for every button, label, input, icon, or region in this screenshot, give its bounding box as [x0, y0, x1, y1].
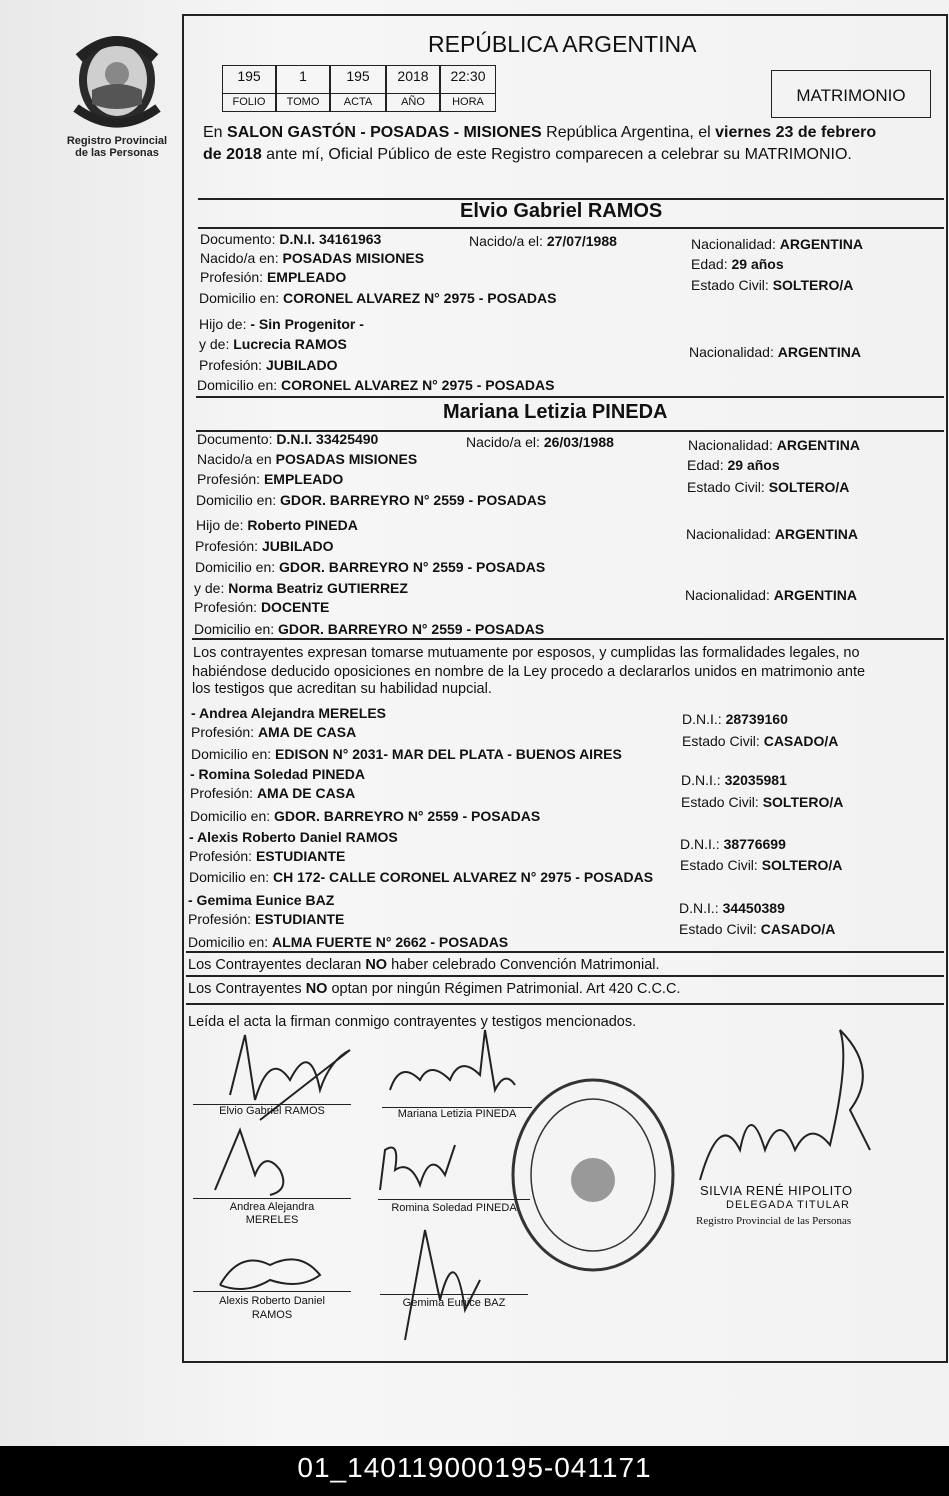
label: Profesión: [189, 848, 256, 864]
registry-label-line2: de las Personas [75, 147, 159, 159]
spouse1-mother-domicile [197, 377, 555, 393]
label: Edad: [687, 457, 728, 473]
spouse2-dni: D.N.I. 33425490 [276, 431, 379, 447]
witness-profession [189, 848, 345, 864]
label: Nacionalidad: [689, 344, 778, 360]
spouse2-father-domicile [195, 559, 545, 575]
witness-prof-value: AMA DE CASA [256, 785, 356, 801]
spouse2-domicile [196, 492, 546, 508]
label: Domicilio en: [194, 621, 279, 637]
label: Hijo de: [199, 316, 251, 332]
anio-box [386, 65, 440, 112]
signature-label-andrea-2: MERELES [245, 1214, 299, 1226]
signature-label-mariana: Mariana Letizia PINEDA [397, 1108, 517, 1120]
spouse1-dom-value: CORONEL ALVAREZ N° 2975 - POSADAS [283, 290, 557, 306]
folio-box [222, 65, 276, 112]
convention-line-1 [188, 957, 660, 973]
tomo-value: 1 [299, 68, 307, 84]
label: Documento: [197, 431, 277, 447]
spouse2-age-value: 29 años [727, 457, 780, 473]
witness-dom-value: CH 172- CALLE CORONEL ALVAREZ N° 2975 - POSADAS [273, 869, 654, 885]
spouse2-father-prof-value: JUBILADO [261, 538, 334, 554]
label: Estado Civil: [687, 479, 769, 495]
spouse1-father [199, 316, 364, 332]
spouse1-prof-value: EMPLEADO [266, 269, 347, 285]
anio-label: AÑO [401, 96, 425, 108]
label: Profesión: [194, 599, 261, 615]
hora-box [440, 65, 496, 112]
spouse1-birthplace-value: POSADAS MISIONES [282, 250, 425, 266]
spouse1-nationality [691, 236, 863, 252]
spouse2-father [196, 517, 358, 533]
witness-dni [680, 836, 786, 852]
label: Estado Civil: [681, 794, 763, 810]
label: D.N.I.: [680, 836, 724, 852]
official-title: DELEGADA TITULAR [726, 1199, 850, 1211]
label: Domicilio en: [189, 869, 274, 885]
label: Profesión: [199, 357, 266, 373]
spouse2-profession [197, 471, 343, 487]
misiones-coat-of-arms-icon [62, 28, 172, 130]
spouse2-father-dom-value: GDOR. BARREYRO N° 2559 - POSADAS [279, 559, 546, 575]
signature-line-gemima [380, 1294, 528, 1295]
signature-line-andrea [193, 1198, 351, 1199]
spouse1-civil [691, 277, 853, 293]
witness-name: - Romina Soledad PINEDA [190, 766, 366, 782]
divider-spouse1-header [198, 227, 944, 229]
spouse1-mother-value: Lucrecia RAMOS [233, 336, 347, 352]
tomo-box [276, 65, 330, 112]
spouse1-domicile [199, 290, 557, 306]
spouse1-nat: ARGENTINA [779, 236, 863, 252]
intro-text-c: ante mí, Oficial Público de este Registro comparecen a celebrar su MATRIMONIO. [261, 146, 852, 163]
spouse2-mother-profession [194, 599, 329, 615]
witness-name: - Gemima Eunice BAZ [188, 892, 335, 908]
witness-domicile [190, 808, 540, 824]
ceremony-date-b: de 2018 [203, 146, 262, 163]
intro-line-1 [203, 124, 876, 142]
acta-label: ACTA [343, 96, 373, 108]
label: Nacido/a el: [469, 233, 547, 249]
spouse2-birthplace-value: POSADAS MISIONES [275, 451, 418, 467]
witness-profession [190, 785, 355, 801]
spouse1-born: 27/07/1988 [546, 233, 617, 249]
convention-line-2 [188, 981, 680, 997]
witness-civil [682, 733, 838, 749]
divider-convention-2 [186, 975, 944, 977]
spouse2-nat: ARGENTINA [776, 437, 860, 453]
spouse2-prof-value: EMPLEADO [263, 471, 344, 487]
hora-label: HORA [452, 96, 484, 108]
witness-civil-value: SOLTERO/A [761, 857, 843, 873]
official-org: Registro Provincial de las Personas [696, 1215, 852, 1227]
folio-value: 195 [237, 68, 261, 84]
witness-dom-value: EDISON N° 2031- MAR DEL PLATA - BUENOS AIRES [275, 746, 622, 762]
witness-civil-value: CASADO/A [763, 733, 839, 749]
spouse1-profession [200, 269, 346, 285]
text: Los Contrayentes declaran [188, 957, 366, 973]
witness-prof-value: AMA DE CASA [257, 724, 357, 740]
witness-domicile [189, 869, 653, 885]
witness-dni [679, 900, 785, 916]
spouse2-civil-value: SOLTERO/A [768, 479, 850, 495]
witness-civil-value: CASADO/A [760, 921, 836, 937]
spouse1-age [691, 256, 784, 272]
document-code: 01_140119000195-041171 [297, 1452, 652, 1483]
spouse1-mother-dom-value: CORONEL ALVAREZ N° 2975 - POSADAS [281, 377, 555, 393]
text: optan por ningún Régimen Patrimonial. Art 420 C.C.C. [327, 981, 681, 997]
witness-dni [681, 772, 787, 788]
record-box-divider [222, 93, 496, 94]
spouse2-mother-domicile [194, 621, 544, 637]
signature-label-elvio: Elvio Gabriel RAMOS [219, 1105, 325, 1117]
declaration-line-3: los testigos que acreditan su habilidad nupcial. [192, 681, 492, 697]
label: Domicilio en: [190, 808, 275, 824]
witness-profession [188, 911, 344, 927]
official-name: SILVIA RENÉ HIPOLITO [700, 1183, 853, 1198]
signature-line-romina [378, 1199, 530, 1200]
spouse1-birthdate [469, 233, 617, 249]
label: Domicilio en: [199, 290, 284, 306]
spouse1-document [200, 231, 381, 247]
intro-line-2 [203, 146, 852, 164]
label: Estado Civil: [679, 921, 761, 937]
spouse2-father-profession [195, 538, 334, 554]
declaration-line-2: habiéndose deducido oposiciones en nombre de la Ley procedo a declararlos unidos en matrimonio ante [192, 664, 866, 680]
signature-label-alexis-1: Alexis Roberto Daniel [219, 1295, 325, 1307]
label: Profesión: [191, 724, 258, 740]
spouse1-dni: D.N.I. 34161963 [279, 231, 382, 247]
label: Documento: [200, 231, 280, 247]
label: Domicilio en: [191, 746, 276, 762]
intro-text-b: República Argentina, el [541, 124, 716, 141]
label: Profesión: [200, 269, 267, 285]
spouse2-born: 26/03/1988 [543, 434, 614, 450]
label: Edad: [691, 256, 732, 272]
spouse1-mother [199, 336, 347, 352]
label: D.N.I.: [679, 900, 723, 916]
label: Nacido/a el: [466, 434, 544, 450]
label: Estado Civil: [680, 857, 762, 873]
label: y de: [194, 580, 229, 596]
witness-civil [679, 921, 835, 937]
text: haber celebrado Convención Matrimonial. [387, 957, 660, 973]
spouse1-mother-prof-value: JUBILADO [265, 357, 338, 373]
emphasis: NO [305, 981, 328, 997]
label: Estado Civil: [691, 277, 773, 293]
intro-text-a: En [203, 124, 228, 141]
label: Hijo de: [196, 517, 248, 533]
spouse2-father-nat-value: ARGENTINA [774, 526, 858, 542]
spouse2-mother-prof-value: DOCENTE [260, 599, 330, 615]
label: Nacionalidad: [688, 437, 777, 453]
label: Profesión: [195, 538, 262, 554]
spouse2-mother [194, 580, 408, 596]
acta-box [330, 65, 386, 112]
registry-label-line1: Registro Provincial [66, 135, 168, 147]
witness-dom-value: GDOR. BARREYRO N° 2559 - POSADAS [274, 808, 541, 824]
spouse2-father-nationality [686, 526, 858, 542]
label: D.N.I.: [682, 711, 726, 727]
anio-value: 2018 [397, 68, 429, 84]
hora-value: 22:30 [450, 68, 486, 84]
label: Profesión: [188, 911, 255, 927]
signature-label-gemima: Gemima Eunice BAZ [402, 1297, 506, 1309]
witness-dni-value: 34450389 [722, 900, 785, 916]
witness-civil-value: SOLTERO/A [762, 794, 844, 810]
spouse1-civil-value: SOLTERO/A [772, 277, 854, 293]
label: Estado Civil: [682, 733, 764, 749]
spouse2-name: Mariana Letizia PINEDA [443, 401, 668, 423]
witness-name: - Andrea Alejandra MERELES [191, 705, 387, 721]
spouse1-mother-profession [199, 357, 338, 373]
witness-dni [682, 711, 788, 727]
emphasis: NO [365, 957, 388, 973]
spouse2-mother-dom-value: GDOR. BARREYRO N° 2559 - POSADAS [278, 621, 545, 637]
record-type: MATRIMONIO [796, 86, 906, 105]
spouse2-dom-value: GDOR. BARREYRO N° 2559 - POSADAS [280, 492, 547, 508]
folio-label: FOLIO [232, 96, 266, 108]
label: D.N.I.: [681, 772, 725, 788]
text: Los Contrayentes [188, 981, 306, 997]
witness-domicile [191, 746, 622, 762]
province-emblem [62, 28, 172, 159]
label: Nacido/a en [197, 451, 276, 467]
ceremony-date-a: viernes 23 de febrero [715, 124, 877, 141]
divider-convention [186, 951, 944, 953]
signatures-intro: Leída el acta la firman conmigo contrayentes y testigos mencionados. [188, 1014, 637, 1030]
spouse2-mother-value: Norma Beatriz GUTIERREZ [228, 580, 408, 596]
witness-prof-value: ESTUDIANTE [255, 848, 346, 864]
witness-dni-value: 28739160 [725, 711, 788, 727]
spouse2-birthdate [466, 434, 614, 450]
spouse1-mother-nationality [689, 344, 861, 360]
acta-value: 195 [346, 68, 370, 84]
signature-label-romina: Romina Soledad PINEDA [391, 1202, 517, 1214]
label: Nacionalidad: [691, 236, 780, 252]
declaration-line-1: Los contrayentes expresan tomarse mutuamente por esposos, y cumplidas las formalidades legales, no [193, 645, 860, 661]
witness-civil [681, 794, 843, 810]
record-type-box [771, 70, 931, 118]
spouse2-mother-nat-value: ARGENTINA [773, 587, 857, 603]
label: Nacionalidad: [686, 526, 775, 542]
spouse2-age [687, 457, 780, 473]
label: Nacido/a en: [200, 250, 283, 266]
label: y de: [199, 336, 234, 352]
divider-spouse2-top [196, 396, 944, 398]
label: Profesión: [190, 785, 257, 801]
spouse1-birthplace [200, 250, 424, 266]
witness-dom-value: ALMA FUERTE N° 2662 - POSADAS [272, 934, 509, 950]
signature-label-alexis-2: RAMOS [251, 1309, 293, 1321]
label: Domicilio en: [197, 377, 282, 393]
tomo-label: TOMO [286, 96, 320, 108]
label: Domicilio en: [188, 934, 273, 950]
witness-domicile [188, 934, 508, 950]
witness-prof-value: ESTUDIANTE [254, 911, 345, 927]
spouse2-document [197, 431, 378, 447]
spouse2-birthplace [197, 451, 417, 467]
spouse2-mother-nationality [685, 587, 857, 603]
divider-signatures [186, 1003, 944, 1005]
spouse1-father-value: - Sin Progenitor - [250, 316, 364, 332]
witness-civil [680, 857, 842, 873]
label: Nacionalidad: [685, 587, 774, 603]
spouse2-civil [687, 479, 849, 495]
witness-profession [191, 724, 356, 740]
label: Domicilio en: [195, 559, 280, 575]
witness-dni-value: 32035981 [724, 772, 787, 788]
spouse2-nationality [688, 437, 860, 453]
signature-label-andrea-1: Andrea Alejandra [229, 1201, 315, 1213]
label: Domicilio en: [196, 492, 281, 508]
ceremony-place: SALON GASTÓN - POSADAS - MISIONES [227, 124, 542, 141]
spouse1-age-value: 29 años [731, 256, 784, 272]
country-title: REPÚBLICA ARGENTINA [428, 31, 697, 57]
witness-dni-value: 38776699 [723, 836, 786, 852]
spouse1-name: Elvio Gabriel RAMOS [460, 200, 663, 222]
signature-line-alexis [193, 1291, 351, 1292]
divider-declaration [192, 638, 944, 640]
spouse1-mother-nat-value: ARGENTINA [777, 344, 861, 360]
witness-name: - Alexis Roberto Daniel RAMOS [189, 829, 398, 845]
spouse2-father-value: Roberto PINEDA [247, 517, 358, 533]
label: Profesión: [197, 471, 264, 487]
